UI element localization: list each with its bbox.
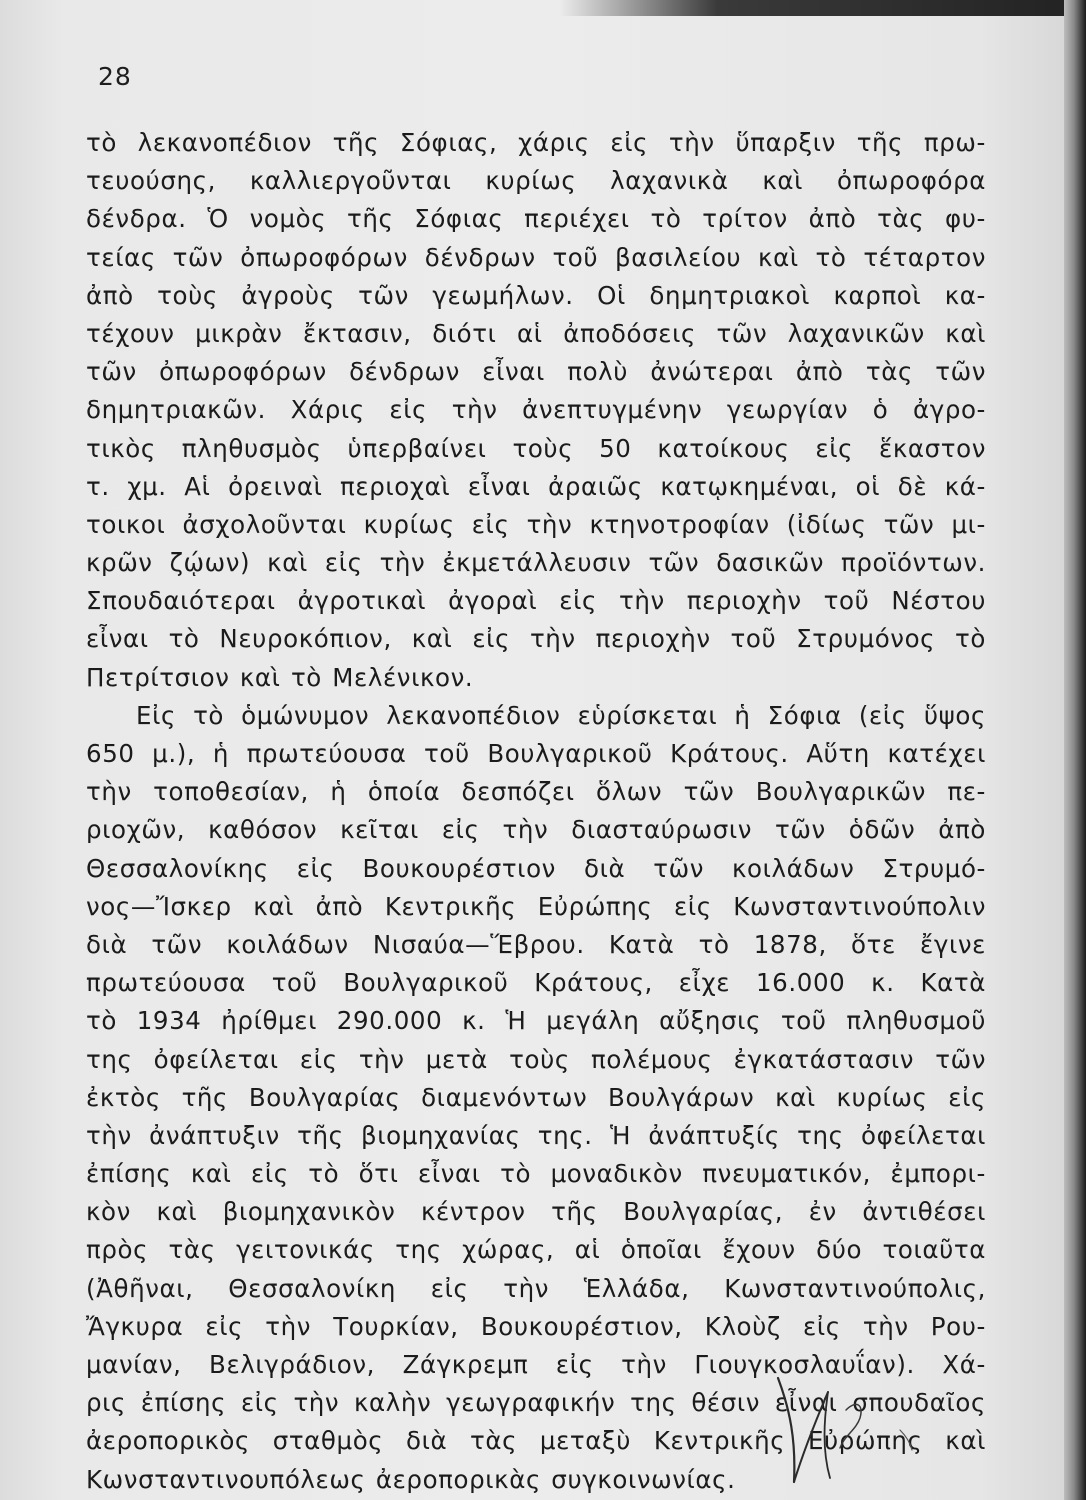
text-line: κὸν καὶ βιομηχανικὸν κέντρον τῆς Βουλγαρίας, ἐν ἀντιθέσει <box>86 1197 986 1227</box>
text-line: ριοχῶν, καθόσον κεῖται εἰς τὴν διασταύρωσιν τῶν ὁδῶν ἀπὸ <box>86 815 986 845</box>
text-line: τ. χμ. Αἱ ὀρειναὶ περιοχαὶ εἶναι ἀραιῶς κατῳκημέναι, οἱ δὲ κά- <box>86 471 986 501</box>
text-body <box>86 124 986 1499</box>
text-line: Θεσσαλονίκης εἰς Βουκουρέστιον διὰ τῶν κοιλάδων Στρυμό- <box>86 853 986 883</box>
text-line: Ἄγκυρα εἰς τὴν Τουρκίαν, Βουκουρέστιον, Κλοὺζ εἰς τὴν Ρου- <box>86 1311 986 1341</box>
text-line: Εἰς τὸ ὁμώνυμον λεκανοπέδιον εὑρίσκεται ἡ Σόφια (εἰς ὕψος <box>136 700 986 730</box>
text-line: τείας τῶν ὀπωροφόρων δένδρων τοῦ βασιλείου καὶ τὸ τέταρτον <box>86 242 986 272</box>
text-line: μανίαν, Βελιγράδιον, Ζάγκρεμπ εἰς τὴν Γιουγκοσλαυΐαν). Χά- <box>86 1350 986 1379</box>
text-line: τέχουν μικρὰν ἔκτασιν, διότι αἱ ἀποδόσεις τῶν λαχανικῶν καὶ <box>86 318 986 348</box>
text-line: τὴν ἀνάπτυξιν τῆς βιομηχανίας της. Ἡ ἀνάπτυξίς της ὀφείλεται <box>86 1120 986 1150</box>
text-line: τοικοι ἀσχολοῦνται κυρίως εἰς τὴν κτηνοτροφίαν (ἰδίως τῶν μι- <box>86 509 986 539</box>
text-line: 650 μ.), ἡ πρωτεύουσα τοῦ Βουλγαρικοῦ Κράτους. Αὕτη κατέχει <box>86 739 986 768</box>
text-line: νος—Ἴσκερ καὶ ἀπὸ Κεντρικῆς Εὐρώπης εἰς Κωνσταντινούπολιν <box>86 891 986 921</box>
text-line: ρις ἐπίσης εἰς τὴν καλὴν γεωγραφικήν της θέσιν εἶναι σπουδαῖος <box>86 1388 986 1418</box>
text-line: πρὸς τὰς γειτονικάς της χώρας, αἱ ὁποῖαι ἔχουν δύο τοιαῦτα <box>86 1235 986 1265</box>
text-line: δημητριακῶν. Χάρις εἰς τὴν ἀνεπτυγμένην γεωργίαν ὁ ἀγρο- <box>86 395 986 425</box>
text-line: Πετρίτσιον καὶ τὸ Μελένικον. <box>86 662 474 692</box>
text-line: Σπουδαιότεραι ἀγροτικαὶ ἀγοραὶ εἰς τὴν περιοχὴν τοῦ Νέστου <box>86 586 986 616</box>
scan-shadow <box>560 0 1064 16</box>
text-line: της ὀφείλεται εἰς τὴν μετὰ τοὺς πολέμους ἐγκατάστασιν τῶν <box>86 1044 986 1074</box>
text-line: ἀπὸ τοὺς ἀγροὺς τῶν γεωμήλων. Οἱ δημητριακοὶ καρποὶ κα- <box>86 280 986 310</box>
text-line: (Ἀθῆναι, Θεσσαλονίκη εἰς τὴν Ἑλλάδα, Κωνσταντινούπολις, <box>86 1273 986 1303</box>
text-line: ἐκτὸς τῆς Βουλγαρίας διαμενόντων Βουλγάρων καὶ κυρίως εἰς <box>86 1082 986 1112</box>
text-line: διὰ τῶν κοιλάδων Νισαύα—Ἕβρου. Κατὰ τὸ 1878, ὅτε ἔγινε <box>86 929 986 959</box>
text-line: τὸ λεκανοπέδιον τῆς Σόφιας, χάρις εἰς τὴν ὕπαρξιν τῆς πρω- <box>86 128 986 157</box>
text-line: κρῶν ζῴων) καὶ εἰς τὴν ἐκμετάλλευσιν τῶν δασικῶν προϊόντων. <box>86 548 986 578</box>
text-line: πρωτεύουσα τοῦ Βουλγαρικοῦ Κράτους, εἶχε 16.000 κ. Κατὰ <box>86 968 986 998</box>
text-line: εἶναι τὸ Νευροκόπιον, καὶ εἰς τὴν περιοχὴν τοῦ Στρυμόνος τὸ <box>86 624 986 654</box>
text-line: τὴν τοποθεσίαν, ἡ ὁποία δεσπόζει ὅλων τῶν Βουλγαρικῶν πε- <box>86 777 986 807</box>
text-line: Κωνσταντινουπόλεως ἀεροπορικὰς συγκοινωνίας. <box>86 1464 736 1494</box>
text-line: ἐπίσης καὶ εἰς τὸ ὅτι εἶναι τὸ μοναδικὸν πνευματικόν, ἐμπορι- <box>86 1159 986 1189</box>
text-line: τὸ 1934 ἠρίθμει 290.000 κ. Ἡ μεγάλη αὔξησις τοῦ πληθυσμοῦ <box>86 1006 986 1036</box>
handwritten-mark <box>760 1370 920 1490</box>
text-line: δένδρα. Ὁ νομὸς τῆς Σόφιας περιέχει τὸ τρίτον ἀπὸ τὰς φυ- <box>86 204 986 234</box>
text-line: τευούσης, καλλιεργοῦνται κυρίως λαχανικὰ καὶ ὀπωροφόρα <box>86 166 986 196</box>
text-line: τῶν ὀπωροφόρων δένδρων εἶναι πολὺ ἀνώτεραι ἀπὸ τὰς τῶν <box>86 357 986 387</box>
text-line: ἀεροπορικὸς σταθμὸς διὰ τὰς μεταξὺ Κεντρικῆς Εὐρώπης καὶ <box>86 1426 986 1456</box>
page-edge-shadow <box>1064 0 1086 1500</box>
page-number: 28 <box>98 62 132 91</box>
text-line: τικὸς πληθυσμὸς ὑπερβαίνει τοὺς 50 κατοίκους εἰς ἕκαστον <box>86 433 986 463</box>
